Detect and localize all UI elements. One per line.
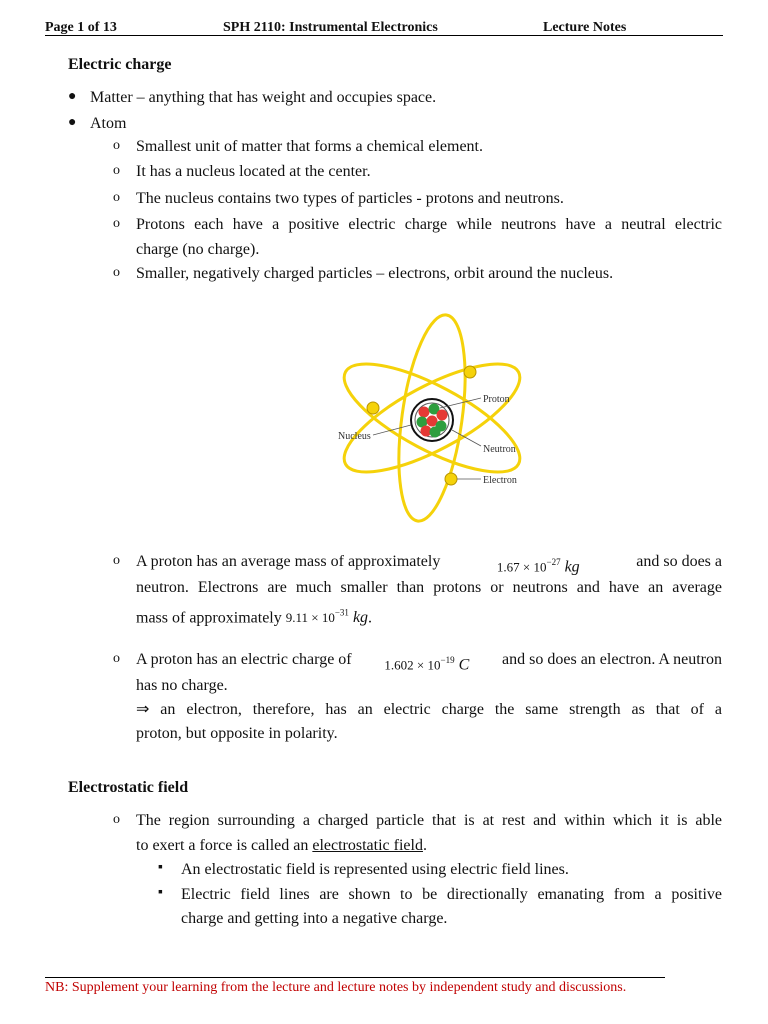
square-bullet-icon: ▪	[158, 885, 163, 900]
label-neutron: Neutron	[483, 444, 516, 455]
square-bullet-icon: ▪	[158, 860, 163, 875]
charge-paragraph-line-3: ⇒ an electron, therefore, has an electric charge the same strength as that of a	[136, 701, 722, 718]
electron-particle	[464, 366, 476, 378]
electrostatic-definition-line-1: The region surrounding a charged particle that is at rest and within which it is able	[136, 812, 722, 829]
circle-bullet-icon: o	[113, 138, 120, 153]
electrostatic-field-term: electrostatic field	[312, 837, 423, 854]
electrostatic-definition-line-2: to exert a force is called an electrostatic field.	[136, 837, 427, 854]
mass-paragraph-line-1	[136, 552, 722, 577]
circle-bullet-icon: o	[113, 812, 120, 827]
electron-particle	[445, 473, 457, 485]
matter-definition: Matter – anything that has weight and occupies space.	[90, 89, 437, 106]
document-type: Lecture Notes	[543, 20, 627, 35]
circle-bullet-icon: o	[113, 163, 120, 178]
field-lines-point-2-continued: charge and getting into a negative charge.	[181, 910, 448, 927]
neutron-particle	[430, 427, 441, 438]
atom-point: It has a nucleus located at the center.	[136, 163, 371, 180]
label-electron: Electron	[483, 475, 517, 486]
mass-text: and so does a	[636, 553, 722, 570]
atom-point: The nucleus contains two types of particles - protons and neutrons.	[136, 190, 564, 207]
field-lines-point-2: Electric field lines are shown to be directionally emanating from a positive	[181, 886, 722, 903]
electron-mass-value: $9.11 \times 10^{-31}$ kg	[285, 608, 369, 627]
nucleus	[411, 399, 453, 441]
atom-point: Smaller, negatively charged particles – electrons, orbit around the nucleus.	[136, 265, 614, 282]
proton-mass-value: $1.67 \times 10^{-27}$ kg	[496, 557, 580, 576]
circle-bullet-icon: o	[113, 216, 120, 231]
section-heading-electrostatic-field: Electrostatic field	[68, 779, 189, 796]
field-lines-point-1: An electrostatic field is represented using electric field lines.	[181, 861, 569, 878]
footer-rule	[45, 977, 665, 978]
circle-bullet-icon: o	[113, 553, 120, 568]
label-nucleus: Nucleus	[338, 431, 371, 442]
mass-paragraph-line-3: mass of approximately $9.11 \times 10^{-31}$ kg.	[136, 608, 373, 627]
charge-paragraph-line-4: proton, but opposite in polarity.	[136, 725, 338, 742]
atom-heading: Atom	[90, 115, 127, 132]
elementary-charge-value: $1.602 \times 10^{-19}$ C	[384, 655, 470, 674]
mass-text: A proton has an average mass of approximately	[136, 553, 441, 570]
charge-paragraph-line-2: has no charge.	[136, 677, 228, 694]
header-rule	[45, 35, 723, 36]
proton-particle	[437, 410, 448, 421]
atom-point: Smallest unit of matter that forms a chemical element.	[136, 138, 483, 155]
bullet-icon: ●	[68, 89, 77, 104]
label-proton: Proton	[483, 394, 510, 405]
electron-particle	[367, 402, 379, 414]
atom-point-continued: charge (no charge).	[136, 241, 260, 258]
circle-bullet-icon: o	[113, 265, 120, 280]
page-number: Page 1 of 13	[45, 20, 117, 35]
section-heading-electric-charge: Electric charge	[68, 56, 172, 73]
bullet-icon: ●	[68, 115, 77, 130]
charge-paragraph-line-1: A proton has an electric charge of $1.602 \times 10^{-19}$ C and so does an electron. A neutron	[136, 651, 722, 674]
atom-diagram	[330, 308, 540, 528]
circle-bullet-icon: o	[113, 190, 120, 205]
proton-particle	[419, 407, 430, 418]
mass-paragraph-line-2: neutron. Electrons are much smaller than protons or neutrons and have an average	[136, 579, 722, 596]
footer-note: NB: Supplement your learning from the lecture and lecture notes by independent study and discussions.	[45, 980, 627, 995]
circle-bullet-icon: o	[113, 651, 120, 666]
atom-point: Protons each have a positive electric charge while neutrons have a neutral electric	[136, 216, 722, 233]
course-title: SPH 2110: Instrumental Electronics	[223, 20, 438, 35]
